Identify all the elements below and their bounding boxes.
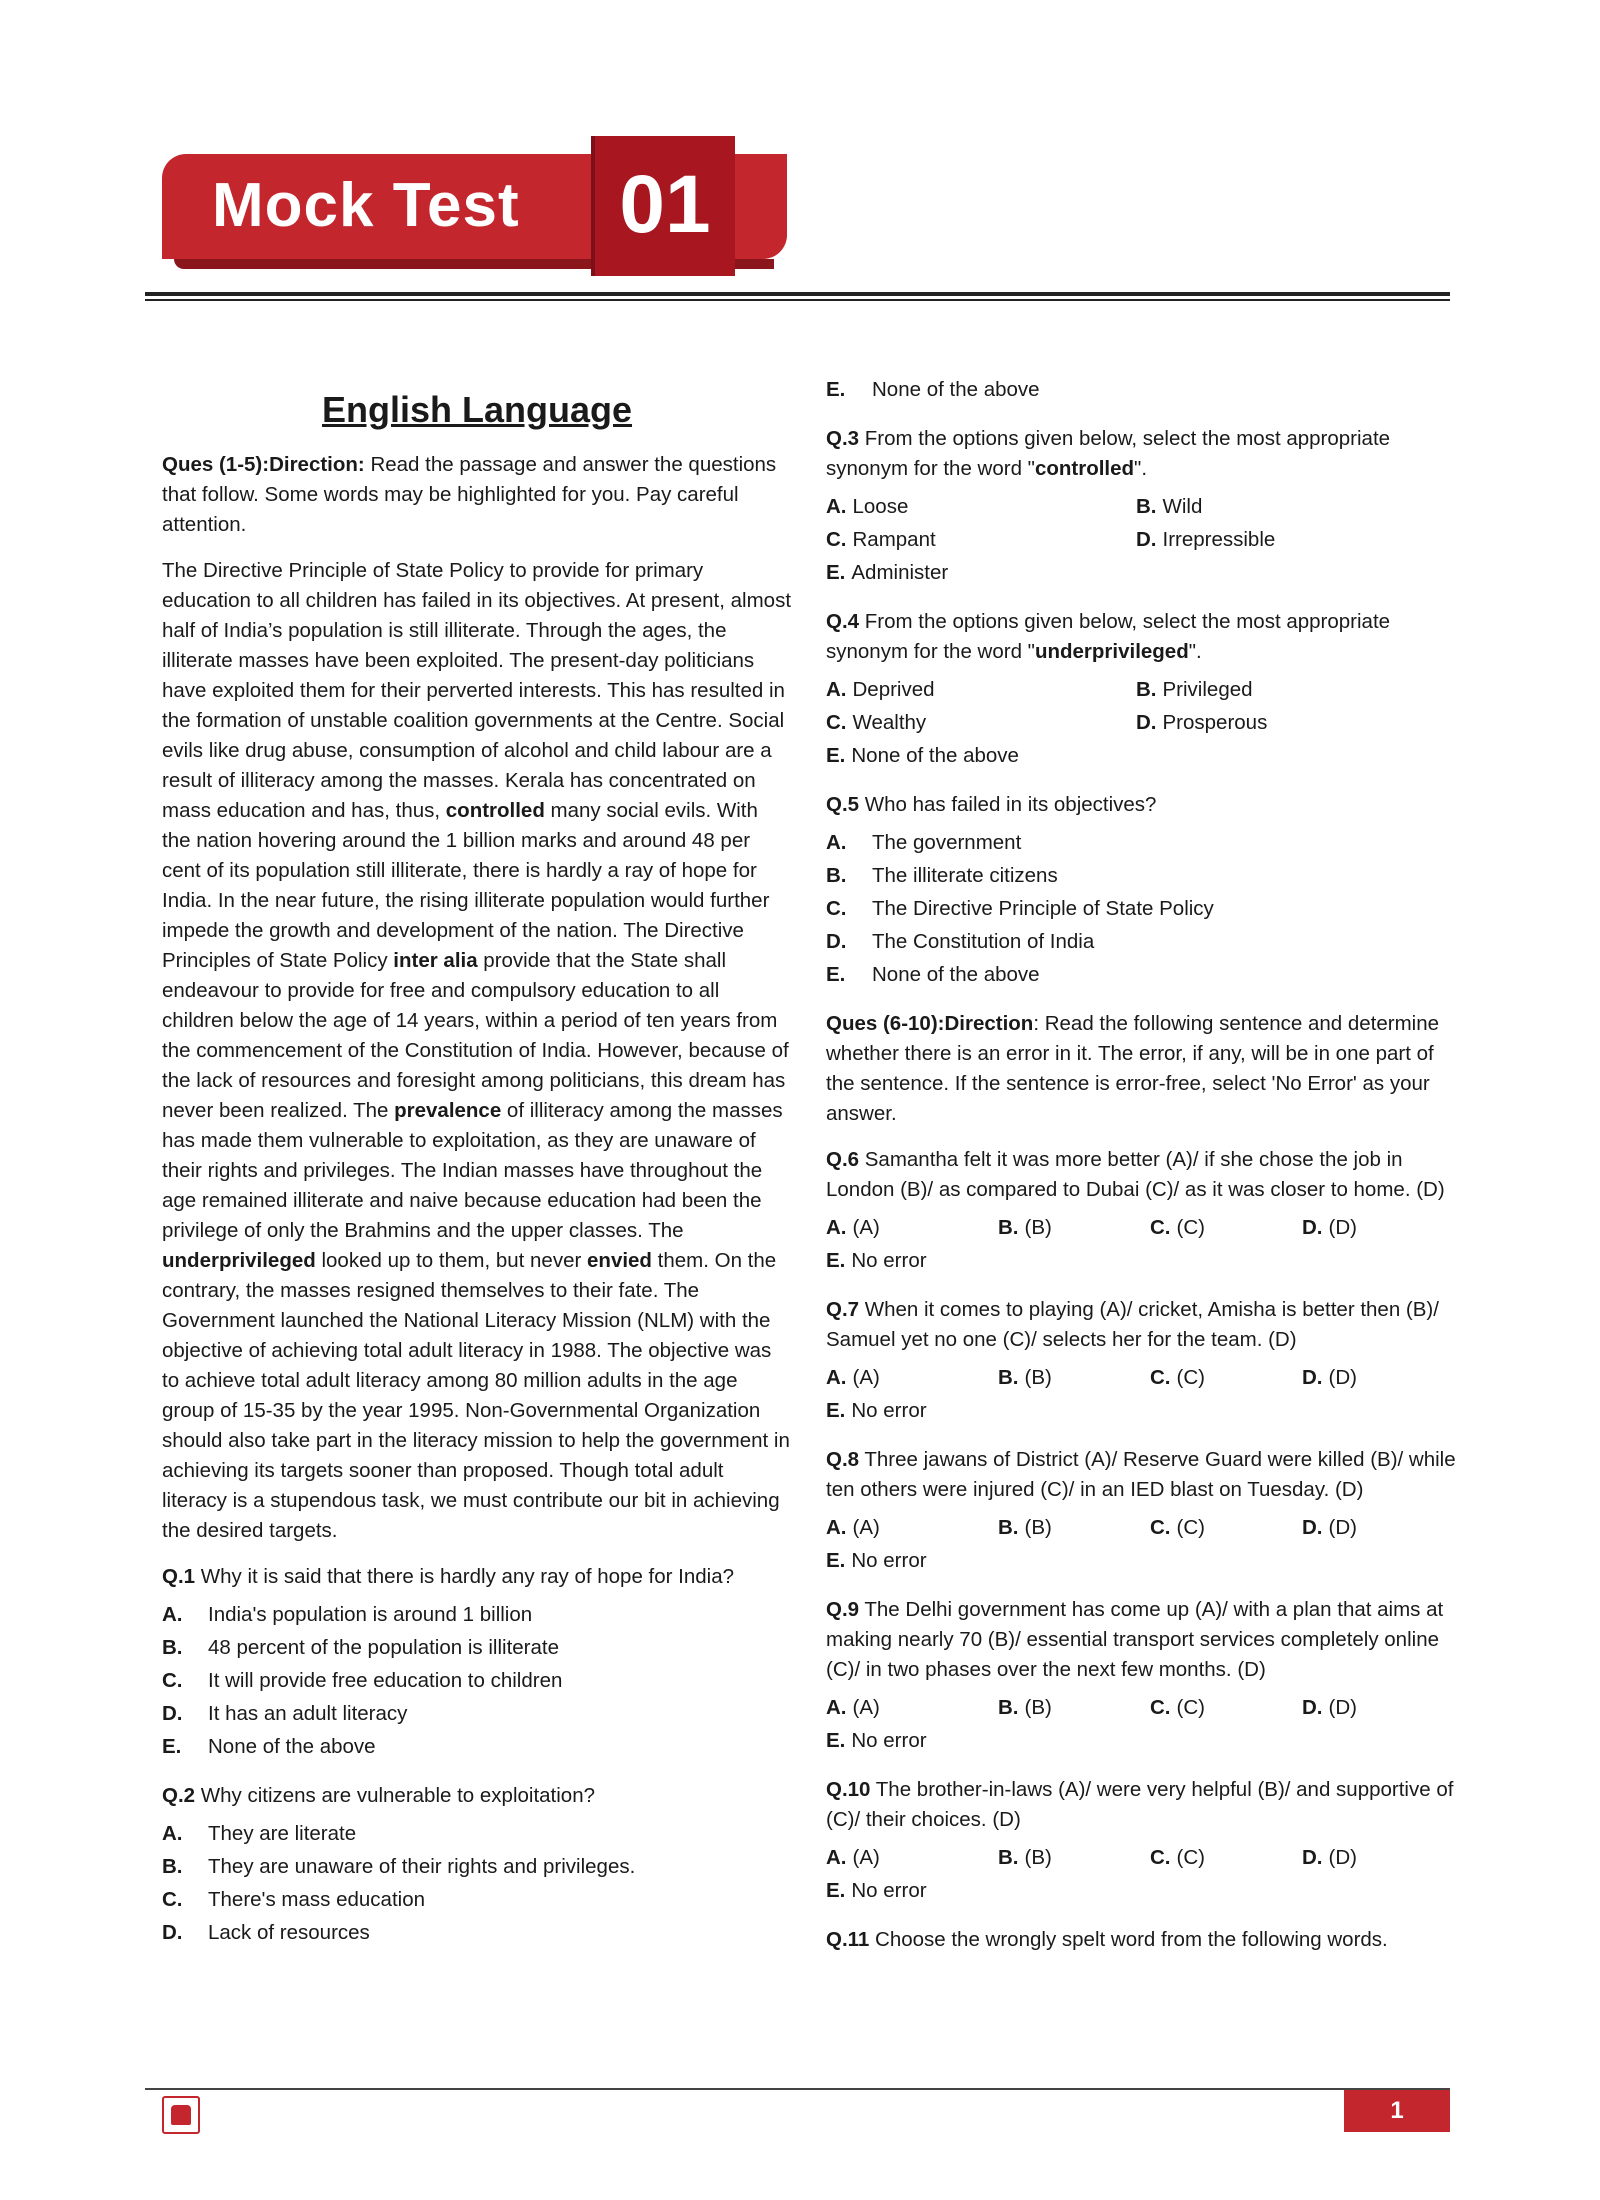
option-key: D. [1302,1516,1323,1539]
option-text: Wild [1162,495,1203,518]
option-d[interactable] [162,1697,792,1730]
option-text: (A) [852,1516,880,1539]
option-key: D. [1136,711,1157,734]
option-key: E. [162,1735,182,1758]
option-key: B. [998,1516,1019,1539]
question-number: Q.10 [826,1778,871,1801]
passage-text: many social evils. With the nation hovering around the 1 billion marks and around 48 per cent of its population still illiterate, there is hardly a ray of hope for India. In the near future, the rising illiterate population would further impede the growth and development of the nation. The Directive Principles of State Policy [162,799,770,972]
option-e[interactable] [826,1724,1466,1757]
option-e[interactable] [826,1544,1466,1577]
reading-passage [162,556,792,1546]
question-8-options [826,1511,1466,1577]
option-key: A. [826,1216,847,1239]
option-key: B. [1136,678,1157,701]
header-rule [145,292,1450,296]
option-b[interactable] [1136,673,1446,706]
question-10 [826,1775,1466,1835]
highlight-word: inter alia [393,949,478,972]
option-e[interactable] [826,1874,1466,1907]
option-key: E. [826,378,846,401]
option-b[interactable] [998,1841,1150,1874]
question-word: controlled [1034,457,1135,480]
option-text: (C) [1176,1516,1205,1539]
option-text: (C) [1176,1366,1205,1389]
option-text: Wealthy [852,711,927,734]
option-key: B. [162,1855,183,1878]
option-key: A. [826,1846,847,1869]
question-number: Q.2 [162,1784,196,1807]
option-e[interactable] [826,1244,1466,1277]
question-6-options [826,1211,1466,1277]
option-key: A. [162,1822,183,1845]
question-text: Why citizens are vulnerable to exploitation? [195,1784,596,1807]
option-a[interactable] [826,826,1466,859]
option-key: B. [998,1366,1019,1389]
option-text: The illiterate citizens [872,864,1058,887]
question-number: Q.6 [826,1148,860,1171]
question-number: Q.8 [826,1448,860,1471]
passage-text: them. On the contrary, the masses resigned themselves to their fate. The Government launched the National Literacy Mission (NLM) with the objective of achieving total adult literacy in 1988. The objective was to achieve total adult literacy among 80 million adults in the age group of 15-35 by the year 1995. Non-Governmental Organization should also take part in the literacy mission to help the government in achieving its targets sooner than proposed. Though total adult literacy is a stupendous task, we must contribute our bit in achieving the desired targets. [162,1249,790,1542]
option-key: C. [1150,1696,1171,1719]
option-text: The government [872,831,1022,854]
option-key: E. [826,1879,846,1902]
question-2-options [162,1817,792,1949]
option-b[interactable] [998,1691,1150,1724]
question-6 [826,1145,1466,1205]
question-text: The brother-in-laws (A)/ were very helpful (B)/ and supportive of (C)/ their choices. (D) [826,1778,1454,1831]
option-text: No error [851,1729,927,1752]
option-text: (A) [852,1216,880,1239]
option-c[interactable] [162,1883,792,1916]
option-b[interactable] [998,1211,1150,1244]
option-text: (A) [852,1846,880,1869]
option-text: Prosperous [1162,711,1268,734]
option-key: C. [1150,1846,1171,1869]
question-4-options [826,673,1466,772]
option-b[interactable] [162,1850,792,1883]
question-number: Q.7 [826,1298,860,1321]
question-word: underprivileged [1034,640,1189,663]
question-number: Q.1 [162,1565,196,1588]
option-text: (C) [1176,1846,1205,1869]
question-3 [826,424,1466,484]
option-key: E. [826,1249,846,1272]
option-key: E. [826,963,846,986]
option-c[interactable] [1150,1841,1302,1874]
option-key: A. [826,1366,847,1389]
option-text: (A) [852,1366,880,1389]
option-a[interactable] [162,1598,792,1631]
highlight-word: underprivileged [162,1249,316,1272]
option-a[interactable] [826,1511,998,1544]
option-d[interactable] [1136,706,1446,739]
option-key: B. [998,1696,1019,1719]
question-text: From the options given below, select the most appropriate synonym for the word " [826,610,1391,663]
option-key: D. [162,1921,183,1944]
option-a[interactable] [826,490,1136,523]
option-text: (A) [852,1696,880,1719]
option-b[interactable] [826,859,1466,892]
option-c[interactable] [1150,1211,1302,1244]
mock-test-banner [162,136,787,278]
passage-text: looked up to them, but never [315,1249,588,1272]
option-key: A. [826,1516,847,1539]
option-e[interactable] [826,373,1466,406]
direction-6-10 [826,1009,1466,1129]
highlight-word: controlled [445,799,545,822]
option-e[interactable] [826,958,1466,991]
direction-1-5 [162,450,792,540]
question-4 [826,607,1466,667]
option-key: B. [1136,495,1157,518]
footer-rule [145,2088,1450,2090]
right-column [826,373,1466,1961]
question-3-options [826,490,1466,589]
option-key: D. [1302,1366,1323,1389]
passage-text: of illiteracy among the masses has made them vulnerable to exploitation, as they are unaware of their rights and privileges. The Indian masses have throughout the age remained illiterate and naive because education had been the privilege of only the Brahmins and the upper classes. The [162,1099,783,1242]
option-text: There's mass education [208,1888,425,1911]
option-text: Privileged [1162,678,1253,701]
option-d[interactable] [1136,523,1446,556]
question-text: The Delhi government has come up (A)/ with a plan that aims at making nearly 70 (B)/ essential transport services completely online (C)/ in two phases over the next few months. (D) [826,1598,1444,1681]
option-key: B. [998,1216,1019,1239]
option-text: They are literate [208,1822,357,1845]
option-key: E. [826,1399,846,1422]
option-d[interactable] [1302,1691,1454,1724]
option-d[interactable] [1302,1841,1454,1874]
option-b[interactable] [998,1361,1150,1394]
option-key: C. [1150,1216,1171,1239]
question-text: Choose the wrongly spelt word from the following words. [869,1928,1388,1951]
question-2-options-continued [826,373,1466,406]
option-a[interactable] [826,1361,998,1394]
option-key: E. [826,1549,846,1572]
question-text: Who has failed in its objectives? [859,793,1157,816]
option-text: Lack of resources [208,1921,370,1944]
option-key: C. [162,1888,183,1911]
option-key: C. [162,1669,183,1692]
option-c[interactable] [826,892,1466,925]
option-key: E. [826,561,846,584]
question-text: ". [1188,640,1202,663]
option-key: C. [826,897,847,920]
option-e[interactable] [826,739,1136,772]
question-number: Q.3 [826,427,860,450]
option-text: It has an adult literacy [208,1702,408,1725]
option-key: D. [162,1702,183,1725]
option-text: No error [851,1249,927,1272]
option-d[interactable] [826,925,1466,958]
passage-text: The Directive Principle of State Policy to provide for primary education to all children has failed in its objectives. At present, almost half of India’s population is still illiterate. Through the ages, the illiterate masses have been exploited. The present-day politicians have exploited them for their perverted interests. This has resulted in the formation of unstable coalition governments at the Centre. Social evils like drug abuse, consumption of alcohol and child labour are a result of illiteracy among the masses. Kerala has concentrated on mass education and has, thus, [162,559,792,822]
option-key: B. [162,1636,183,1659]
option-b[interactable] [1136,490,1446,523]
option-a[interactable] [162,1817,792,1850]
option-text: The Constitution of India [872,930,1095,953]
option-text: None of the above [872,963,1040,986]
option-text: (D) [1328,1366,1357,1389]
option-a[interactable] [826,1211,998,1244]
question-1-options [162,1598,792,1763]
banner-number-box [595,136,735,276]
option-c[interactable] [1150,1361,1302,1394]
option-key: A. [826,495,847,518]
option-text: They are unaware of their rights and privileges. [208,1855,636,1878]
option-key: C. [1150,1366,1171,1389]
option-a[interactable] [826,673,1136,706]
question-7-options [826,1361,1466,1427]
question-9 [826,1595,1466,1685]
question-text: ". [1134,457,1148,480]
option-text: No error [851,1879,927,1902]
option-key: C. [1150,1516,1171,1539]
option-text: Administer [851,561,949,584]
question-5-options [826,826,1466,991]
option-text: (B) [1024,1216,1052,1239]
option-key: D. [1302,1216,1323,1239]
question-10-options [826,1841,1466,1907]
direction-text: : Read the following sentence and determine whether there is an error in it. The error, if any, will be in one part of the sentence. If the sentence is error-free, select 'No Error' as your answer. [826,1012,1440,1125]
option-text: Irrepressible [1162,528,1276,551]
option-e[interactable] [826,556,1136,589]
option-d[interactable] [162,1916,792,1949]
question-7 [826,1295,1466,1355]
option-text: India's population is around 1 billion [208,1603,533,1626]
option-text: (C) [1176,1696,1205,1719]
option-key: D. [1302,1846,1323,1869]
option-d[interactable] [1302,1511,1454,1544]
option-text: (D) [1328,1216,1357,1239]
question-text: From the options given below, select the most appropriate synonym for the word " [826,427,1391,480]
option-text: (B) [1024,1696,1052,1719]
question-number: Q.4 [826,610,860,633]
direction-text: Read the passage and answer the questions that follow. Some words may be highlighted for you. Pay careful attention. [162,453,777,536]
direction-label: Ques (1-5):Direction: [162,453,365,476]
question-5 [826,790,1466,820]
option-text: Loose [852,495,909,518]
question-text: Why it is said that there is hardly any ray of hope for India? [195,1565,735,1588]
option-d[interactable] [1302,1361,1454,1394]
option-key: D. [1302,1696,1323,1719]
section-title: English Language [321,389,633,430]
option-text: None of the above [872,378,1040,401]
option-c[interactable] [1150,1691,1302,1724]
option-key: C. [826,711,847,734]
option-text: The Directive Principle of State Policy [872,897,1214,920]
question-11 [826,1925,1466,1955]
option-text: 48 percent of the population is illiterate [208,1636,560,1659]
question-9-options [826,1691,1466,1757]
question-8 [826,1445,1466,1505]
option-key: A. [826,678,847,701]
option-c[interactable] [1150,1511,1302,1544]
option-key: A. [826,831,847,854]
option-key: A. [826,1696,847,1719]
option-text: None of the above [851,744,1019,767]
question-2 [162,1781,792,1811]
option-a[interactable] [826,1841,998,1874]
option-b[interactable] [998,1511,1150,1544]
question-text: Three jawans of District (A)/ Reserve Guard were killed (B)/ while ten others were injured (C)/ in an IED blast on Tuesday. (D) [826,1448,1456,1501]
option-key: B. [998,1846,1019,1869]
header-rule-thin [145,299,1450,301]
direction-label: Ques (6-10):Direction [826,1012,1034,1035]
publisher-logo-icon [162,2096,200,2134]
question-text: When it comes to playing (A)/ cricket, Amisha is better then (B)/ Samuel yet no one (C)/ selects her for the team. (D) [826,1298,1439,1351]
option-c[interactable] [826,706,1136,739]
option-key: A. [162,1603,183,1626]
option-text: (B) [1024,1846,1052,1869]
left-column [162,388,792,1967]
question-number: Q.5 [826,793,860,816]
option-text: Rampant [852,528,936,551]
option-text: Deprived [852,678,935,701]
page-number: 1 [1344,2090,1450,2132]
passage-text: provide that the State shall endeavour to provide for free and compulsory education to all children below the age of 14 years, within a period of ten years from the commencement of the Constitution of India. However, because of the lack of resources and foresight among politicians, this dream has never been realized. The [162,949,789,1122]
option-a[interactable] [826,1691,998,1724]
highlight-word: prevalence [394,1099,502,1122]
option-e[interactable] [826,1394,1466,1427]
option-c[interactable] [162,1664,792,1697]
option-text: (D) [1328,1516,1357,1539]
option-text: No error [851,1399,927,1422]
banner-number: 01 [619,159,711,250]
option-key: E. [826,1729,846,1752]
question-text: Samantha felt it was more better (A)/ if she chose the job in London (B)/ as compared to Dubai (C)/ as it was closer to home. (D) [826,1148,1445,1201]
option-key: C. [826,528,847,551]
option-text: (B) [1024,1366,1052,1389]
option-e[interactable] [162,1730,792,1763]
option-b[interactable] [162,1631,792,1664]
highlight-word: envied [587,1249,652,1272]
option-text: (D) [1328,1846,1357,1869]
option-key: E. [826,744,846,767]
option-d[interactable] [1302,1211,1454,1244]
question-1 [162,1562,792,1592]
question-number: Q.11 [826,1928,870,1951]
option-text: (B) [1024,1516,1052,1539]
option-key: B. [826,864,847,887]
option-text: It will provide free education to children [208,1669,563,1692]
banner-title: Mock Test [212,171,520,240]
option-c[interactable] [826,523,1136,556]
option-text: (D) [1328,1696,1357,1719]
option-text: No error [851,1549,927,1572]
option-key: D. [1136,528,1157,551]
question-number: Q.9 [826,1598,860,1621]
option-text: (C) [1176,1216,1205,1239]
option-text: None of the above [208,1735,376,1758]
option-key: D. [826,930,847,953]
